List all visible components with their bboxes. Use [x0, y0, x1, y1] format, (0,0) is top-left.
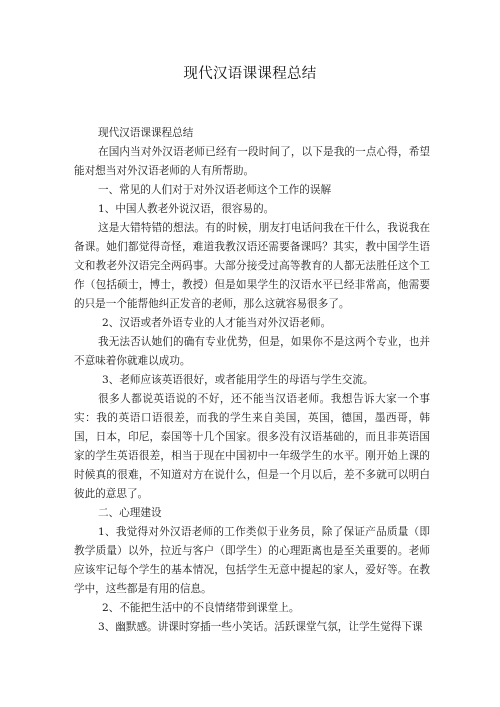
- paragraph: 3、幽默感。讲课时穿插一些小笑话。活跃课堂气氛，让学生觉得下课: [98, 621, 423, 633]
- document-title: 现代汉语课课程总结: [183, 66, 317, 82]
- paragraph: 这是大错特错的想法。有的时候，朋友打电话问我在干什么，我说我在备课。她们都觉得奇怪，难道我教汉语还需要备课吗？其实，教中国学生语文和教老外汉语完全两码事。大部分接受过高等教育的人都无法胜任这个工作（包括硕士，博士，教授）但是如果学生的汉语水平已经非常高，他需要的只是一个能帮他纠正发音的老师，那么这就容易很多了。: [74, 222, 430, 310]
- paragraph: 我无法否认她们的确有专业优势，但是，如果你不是这两个专业，也并不意味着你就难以成功。: [74, 336, 430, 367]
- paragraph: 很多人都说英语说的不好，还不能当汉语老师。我想告诉大家一个事实：我的英语口语很差，而我的学生来自美国，英国，德国，墨西哥，韩国，日本，印尼，泰国等十几个国家。很多没有汉语基础的，而且非英语国家的学生英语很差，相当于现在中国初中一年级学生的水平。刚开始上课的时候真的很难，不知道对方在说什么，但是一个月以后，差不多就可以明白彼此的意思了。: [74, 393, 430, 500]
- paragraph: 1、我觉得对外汉语老师的工作类似于业务员，除了保证产品质量（即教学质量）以外，拉近与客户（即学生）的心理距离也是至关重要的。老师应该牢记每个学生的基本情况，包括学生无意中提起的家人，爱好等。在教学中，这些都是有用的信息。: [74, 526, 430, 595]
- section-heading: 一、常见的人们对于对外汉语老师这个工作的误解: [98, 184, 332, 196]
- paragraph: 现代汉语课课程总结: [98, 127, 194, 139]
- paragraph: 在国内当对外汉语老师已经有一段时间了，以下是我的一点心得，希望能对想当对外汉语老师的人有所帮助。: [74, 146, 430, 177]
- subheading: 2、不能把生活中的不良情绪带到课堂上。: [102, 602, 300, 614]
- subheading: 2、汉语或者外语专业的人才能当对外汉语老师。: [102, 317, 332, 329]
- document-body: [74, 124, 430, 637]
- subheading: 1、中国人教老外说汉语，很容易的。: [98, 203, 275, 215]
- section-heading: 二、心理建设: [98, 507, 162, 519]
- subheading: 3、老师应该英语很好，或者能用学生的母语与学生交流。: [102, 374, 374, 386]
